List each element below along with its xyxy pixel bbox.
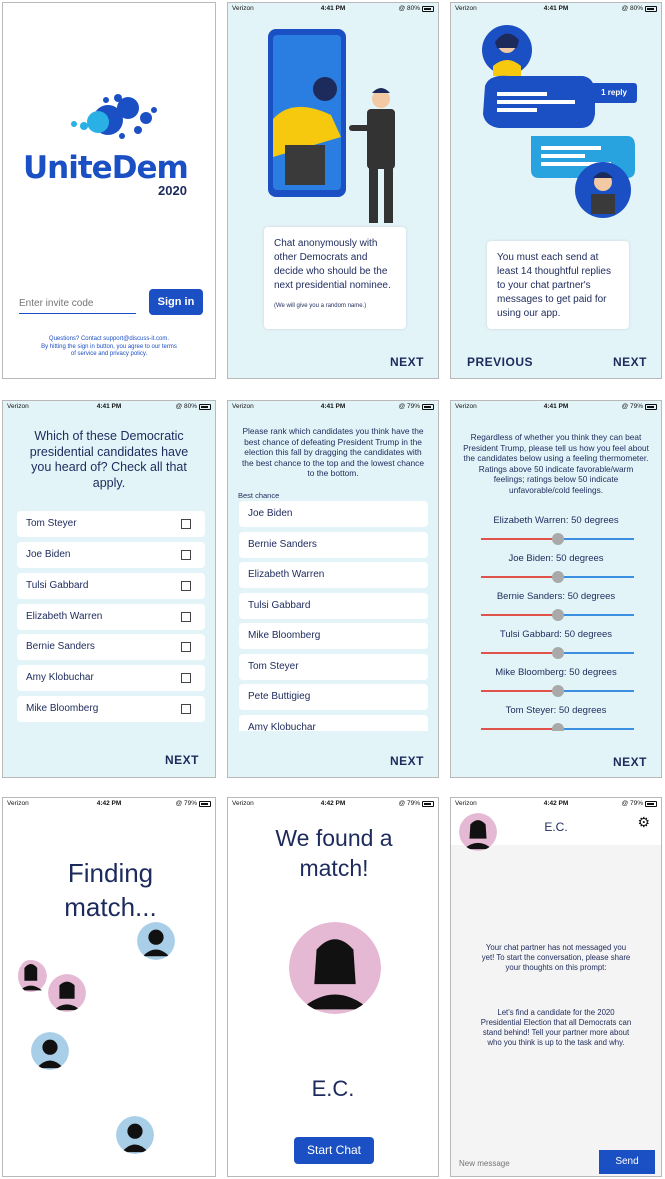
battery-icon [645,404,657,410]
battery-label: @ 79% [621,403,643,410]
time-label: 4:42 PM [543,800,569,807]
rating-slider[interactable] [481,538,634,540]
status-bar [228,3,438,14]
time-label: 4:42 PM [320,800,346,807]
best-chance-label: Best chance [238,491,280,500]
screen-chat [450,797,662,1177]
candidate-name: Mike Bloomberg [26,703,99,714]
battery-icon [645,801,657,807]
thermo-instructions: Regardless of whether you think they can beat President Trump, please tell us how you feel about the candidates below using a feeling thermometer. Ratings above 50 indicate favorable/warm feelings; ratings below 50 indicate unfavorable/cold feelings. [463,432,649,495]
onboarding-text-card [264,227,406,329]
checkbox[interactable] [181,550,191,560]
carrier-label: Verizon [455,5,477,12]
slider-thumb[interactable] [552,609,564,621]
carrier-label: Verizon [232,5,254,12]
battery-label: @ 79% [621,800,643,807]
send-button[interactable]: Send [599,1150,655,1174]
carrier-label: Verizon [455,800,477,807]
slider-thumb[interactable] [552,571,564,583]
onboarding-text: You must each send at least 14 thoughtful replies to your chat partner's messages to get paid for using our app. [497,252,611,319]
checklist-item[interactable] [17,542,205,568]
footer-contact: Questions? Contact support@discuss-it.com. [48,336,170,342]
status-bar [451,401,661,412]
onboarding-illustration-phone [263,27,413,232]
battery-icon [199,404,211,410]
checkbox[interactable] [181,642,191,652]
rating-slider[interactable] [481,728,634,730]
battery-label: @ 79% [398,403,420,410]
rank-item[interactable]: Tulsi Gabbard [239,593,428,619]
rank-item[interactable]: Mike Bloomberg [239,623,428,649]
candidate-name: Tom Steyer [26,518,77,529]
avatar [116,1116,154,1154]
brand-name: UniteDem [23,150,188,186]
carrier-label: Verizon [7,403,29,410]
checkbox[interactable] [181,612,191,622]
person-icon [18,958,50,994]
carrier-label: Verizon [455,403,477,410]
battery-icon [422,404,434,410]
rating-label: Elizabeth Warren: 50 degrees [493,515,619,526]
time-label: 4:41 PM [320,403,346,410]
rank-item[interactable]: Tom Steyer [239,654,428,680]
rank-item[interactable]: Pete Buttigieg [239,684,428,710]
partner-avatar [289,922,381,1014]
rating-slider[interactable] [481,576,634,578]
battery-label: @ 79% [175,800,197,807]
screen-thermometer [450,400,662,778]
person-icon [289,922,381,1014]
footer-terms[interactable]: By hitting the sign in button, you agree to our terms [41,343,177,350]
rank-item[interactable]: Joe Biden [239,501,428,527]
checkbox[interactable] [181,581,191,591]
battery-icon [645,6,657,12]
gear-icon[interactable]: ⚙ [637,814,650,830]
next-button[interactable]: NEXT [164,753,199,767]
battery-icon [422,6,434,12]
login-footer [11,336,207,359]
battery-icon [422,801,434,807]
checklist-item[interactable] [17,573,205,599]
status-bar [228,401,438,412]
screen-onboarding-replies [450,2,662,379]
battery-label: @ 80% [621,5,643,12]
rank-instructions: Please rank which candidates you think have the best chance of defeating President Trump in the election this fall by dragging the candidates with the best chance to the top and the lowest chance to the bottom. [241,426,425,478]
slider-thumb[interactable] [552,647,564,659]
next-button[interactable]: NEXT [612,355,647,369]
checklist-item[interactable] [17,634,205,660]
candidate-name: Bernie Sanders [26,641,95,652]
screen-login [2,2,216,379]
previous-button[interactable]: PREVIOUS [467,355,534,369]
next-button[interactable]: NEXT [612,755,647,769]
battery-label: @ 80% [398,5,420,12]
invite-code-input[interactable] [19,294,136,314]
next-button[interactable]: NEXT [389,754,424,768]
carrier-label: Verizon [232,800,254,807]
unitedem-logo-bubbles [58,88,168,148]
slider-thumb[interactable] [552,685,564,697]
checklist-item[interactable] [17,665,205,691]
slider-thumb[interactable] [552,533,564,545]
start-chat-button[interactable]: Start Chat [294,1137,374,1164]
screen-rank [227,400,439,778]
person-icon [48,974,86,1012]
candidate-name: Elizabeth Warren [26,611,103,622]
avatar [31,1032,69,1070]
onboarding-illustration-chat [479,18,639,228]
person-icon [31,1032,69,1070]
chat-intro: Your chat partner has not messaged you yet! To start the conversation, please share your thoughts on this prompt: [481,943,631,972]
time-label: 4:41 PM [543,403,569,410]
carrier-label: Verizon [232,403,254,410]
rating-label: Bernie Sanders: 50 degrees [496,591,616,602]
battery-label: @ 79% [398,800,420,807]
time-label: 4:41 PM [320,5,346,12]
candidate-checklist [7,511,215,727]
checkbox[interactable] [181,519,191,529]
message-input[interactable] [451,1150,599,1176]
status-bar [3,401,215,412]
time-label: 4:41 PM [543,5,569,12]
thermo-list [451,515,661,731]
next-button[interactable]: NEXT [389,355,424,369]
battery-icon [199,801,211,807]
screen-heard-of [2,400,216,778]
status-bar [451,798,661,809]
rating-label: Mike Bloomberg: 50 degrees [495,667,617,678]
screen-onboarding-anonymous [227,2,439,379]
heard-question: Which of these Democratic presidential candidates have you heard of? Check all that apply. [29,429,189,490]
footer-privacy[interactable]: of service and privacy policy. [70,351,148,357]
rating-slider[interactable] [481,652,634,654]
battery-label: @ 80% [175,403,197,410]
avatar [18,958,50,994]
checkbox[interactable] [181,704,191,714]
onboarding-text-card [487,241,629,329]
candidate-name: Joe Biden [26,549,71,560]
rating-label: Tulsi Gabbard: 50 degrees [499,629,613,640]
finding-match-title: Finding match... [64,858,157,922]
reply-badge: 1 reply [591,83,637,103]
screen-found-match [227,797,439,1177]
chat-header [451,809,661,845]
avatar [137,922,175,960]
status-bar [3,798,215,809]
rating-label: Tom Steyer: 50 degrees [505,705,607,716]
found-match-title: We found a match! [275,825,393,881]
rating-label: Joe Biden: 50 degrees [508,553,604,564]
carrier-label: Verizon [7,800,29,807]
rating-slider[interactable] [481,614,634,616]
rank-item[interactable]: Elizabeth Warren [239,562,428,588]
onboarding-note: (We will give you a random name.) [274,303,367,309]
sign-in-button[interactable]: Sign in [149,289,203,315]
rank-item[interactable]: Bernie Sanders [239,532,428,558]
rank-list [229,501,438,731]
rank-item[interactable]: Amy Klobuchar [239,715,428,731]
chat-prompt: Let's find a candidate for the 2020 Presidential Election that all Democrats can stand behind! Tell your partner more about who you think is up to the task and why. [480,1008,632,1047]
avatar [48,974,86,1012]
status-bar [451,3,661,14]
status-bar [228,798,438,809]
candidate-name: Amy Klobuchar [26,672,94,683]
person-icon [116,1116,154,1154]
brand-year: 2020 [158,183,187,198]
partner-name: E.C. [311,1076,355,1101]
time-label: 4:42 PM [96,800,122,807]
checklist-item[interactable] [17,604,205,630]
checklist-item[interactable] [17,511,205,537]
chat-partner-name: E.C. [544,820,568,834]
checklist-item[interactable] [17,696,205,722]
slider-thumb[interactable] [552,723,564,731]
candidate-name: Tulsi Gabbard [26,580,89,591]
onboarding-text: Chat anonymously with other Democrats and decide who should be the next presidential nominee. [274,238,391,291]
person-icon [137,922,175,960]
rating-slider[interactable] [481,690,634,692]
screen-finding-match [2,797,216,1177]
time-label: 4:41 PM [96,403,122,410]
checkbox[interactable] [181,673,191,683]
